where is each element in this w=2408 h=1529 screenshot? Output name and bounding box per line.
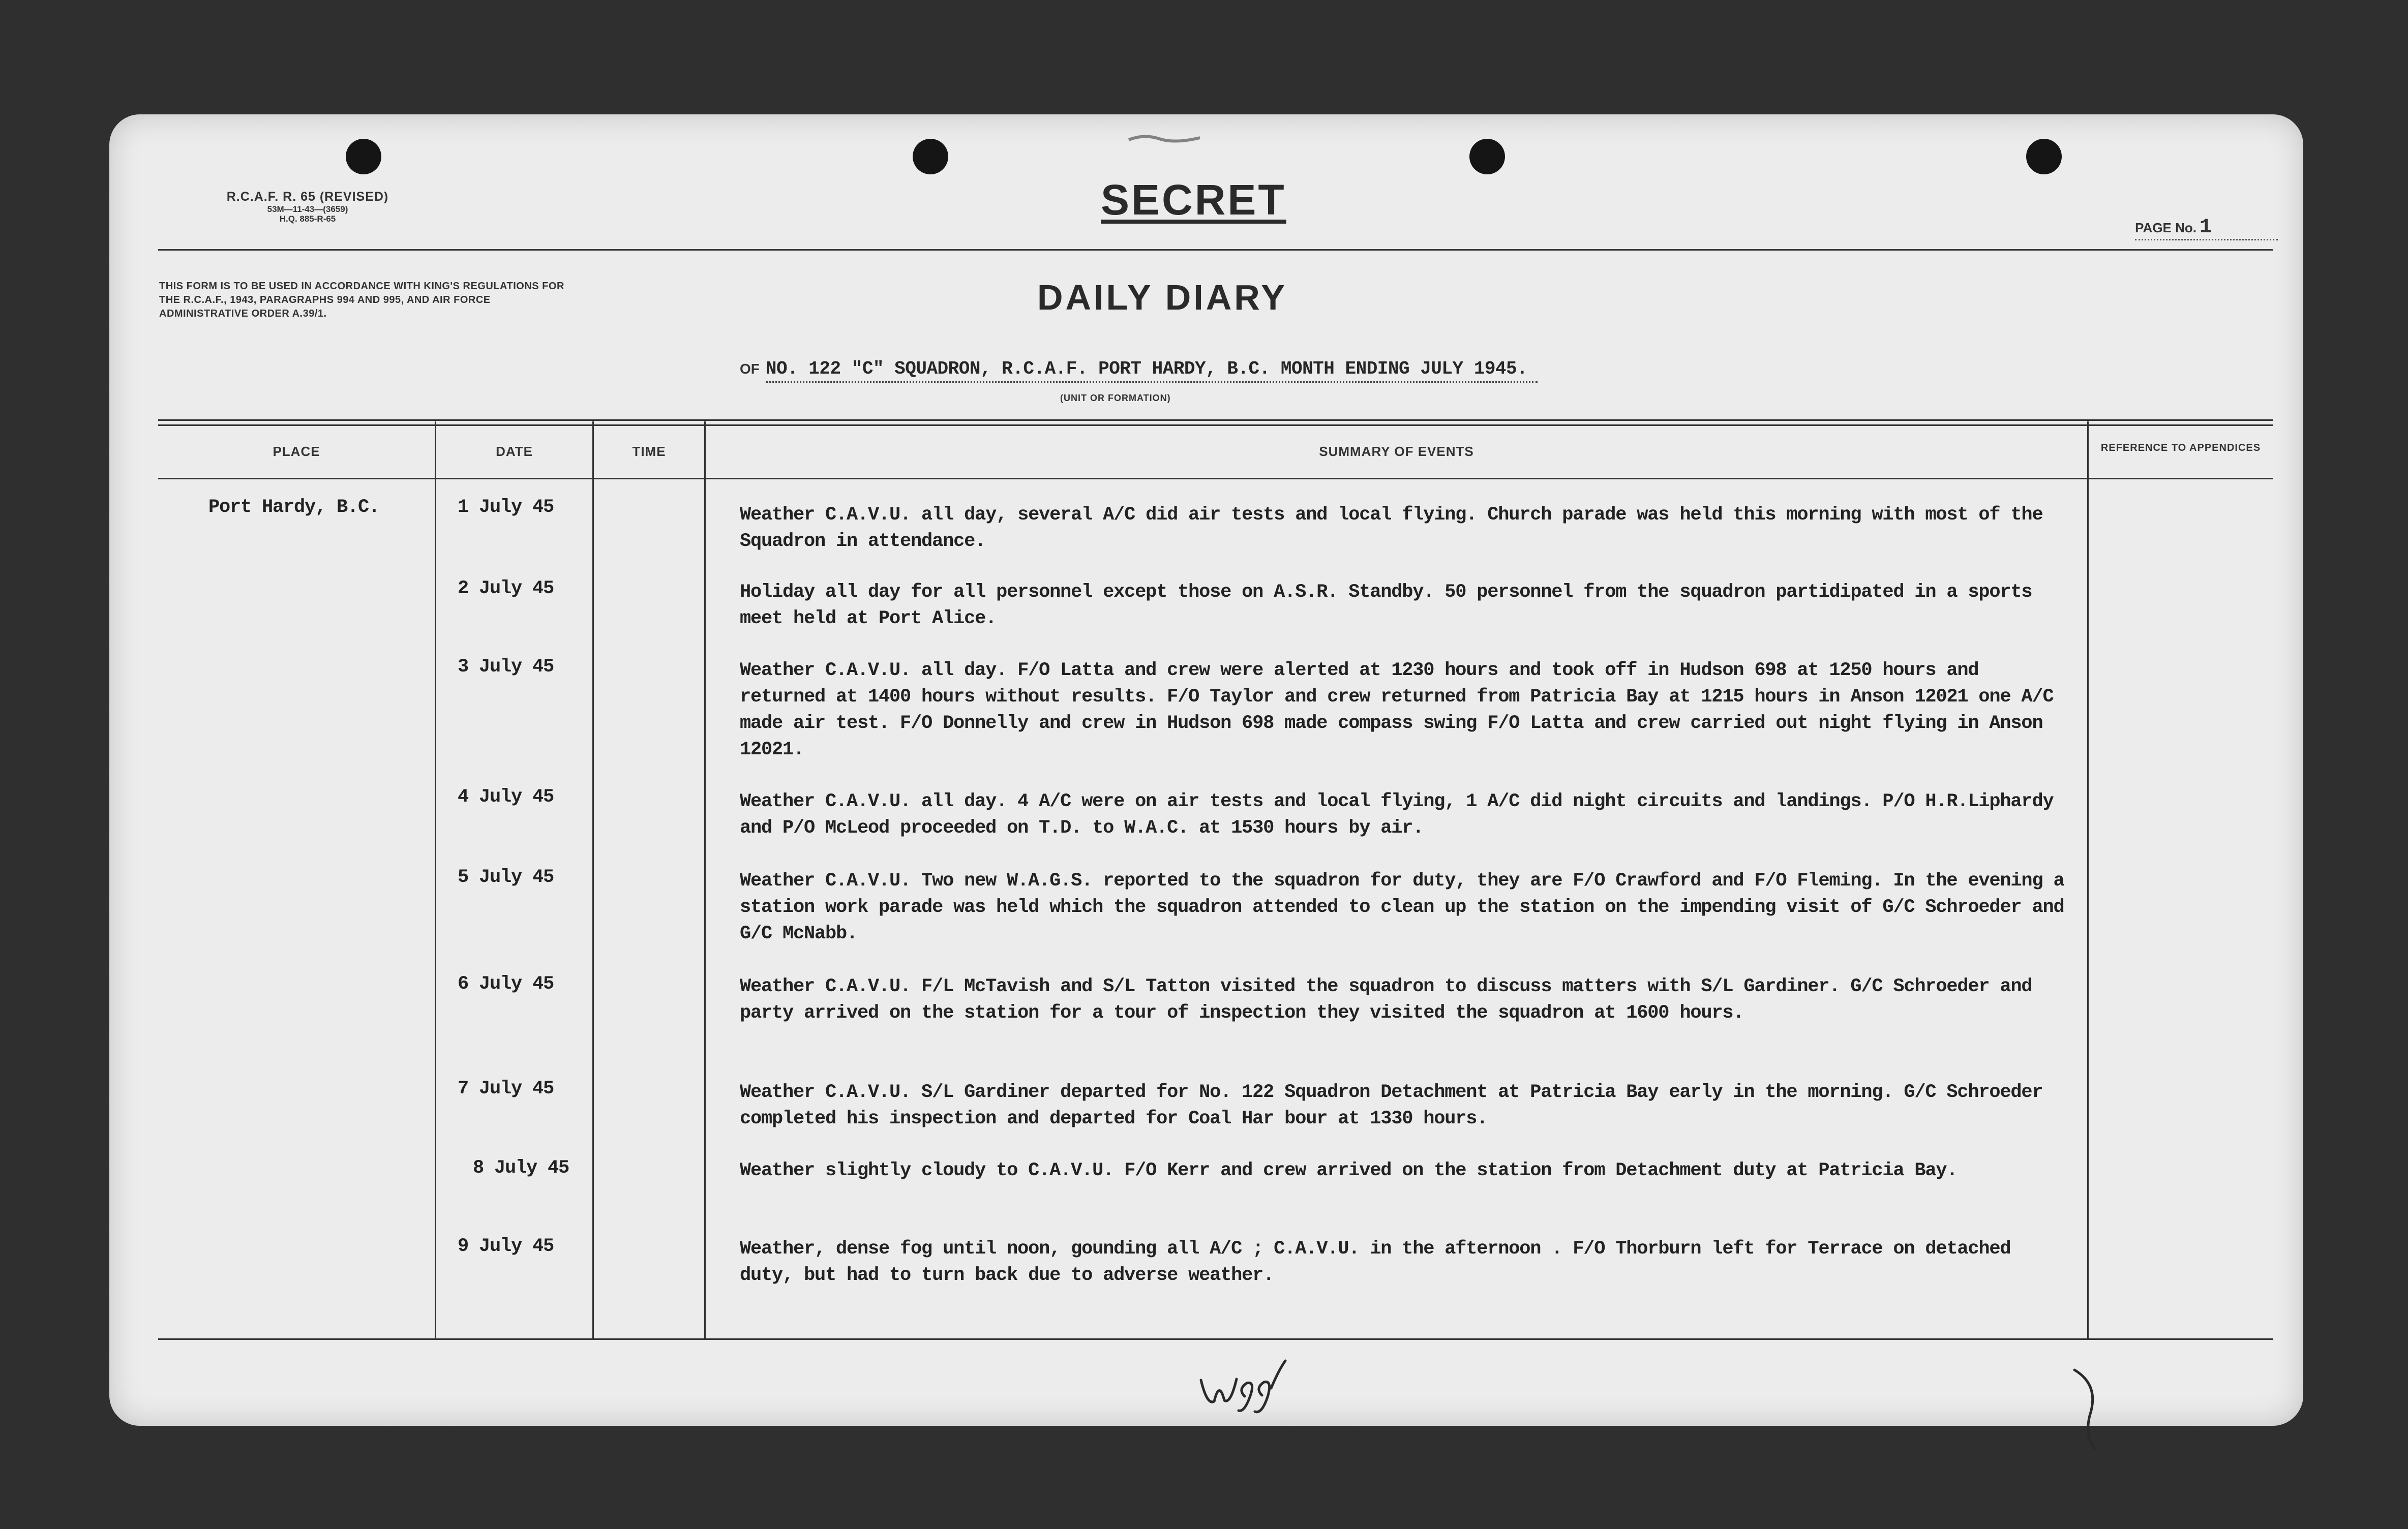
table-bottom-rule bbox=[158, 1338, 2273, 1340]
form-print-code: 53M—11-43—(3659) bbox=[267, 204, 348, 214]
entry-summary: Weather C.A.V.U. all day. F/O Latta and crew were alerted at 1230 hours and took off in Hudson 698 at 1250 hours and returned at 1400 hours without results. F/O Taylor and crew returned from Patricia Bay at 1215 hours in Anson 12021 one A/C made air test. F/O Donnelly and crew in Hudson 698 made compass swing F/O Latta and crew carried out night flying in Anson 12021. bbox=[740, 660, 2054, 760]
unit-formation-value: NO. 122 "C" SQUADRON, R.C.A.F. PORT HARDY, B.C. MONTH ENDING JULY 1945. bbox=[766, 358, 1538, 383]
entry-summary: Weather C.A.V.U. all day, several A/C did air tests and local flying. Church parade was held this morning with most of the Squadron in attendance. bbox=[740, 504, 2043, 552]
column-header-place: PLACE bbox=[273, 444, 320, 459]
punch-hole bbox=[346, 139, 381, 174]
margin-mark bbox=[2064, 1365, 2110, 1451]
column-header-reference: REFERENCE TO APPENDICES bbox=[2100, 442, 2261, 453]
header-divider bbox=[158, 249, 2273, 251]
form-number: R.C.A.F. R. 65 (REVISED) bbox=[226, 190, 389, 204]
punch-hole bbox=[2026, 139, 2062, 174]
entry-summary: Weather C.A.V.U. F/L McTavish and S/L Tatton visited the squadron to discuss matters with S/L Gardiner. G/C Schroeder and party arrived on the station for a tour of inspection they visited the squadron at 1600 hours. bbox=[740, 976, 2032, 1024]
entry-date: 4 July 45 bbox=[458, 786, 554, 808]
entry-summary: Weather C.A.V.U. Two new W.A.G.S. reported to the squadron for duty, they are F/O Crawford and F/O Fleming. In the evening a station work parade was held which the squadron attended to clean up the station on the impending visit of G/C Schroeder and G/C McNabb. bbox=[740, 870, 2064, 944]
entry-summary: Weather slightly cloudy to C.A.V.U. F/O Kerr and crew arrived on the station from Detachment duty at Patricia Bay. bbox=[740, 1160, 1958, 1181]
column-header-summary: SUMMARY OF EVENTS bbox=[1319, 444, 1474, 459]
page-label: PAGE No. bbox=[2135, 220, 2196, 235]
form-hq-code: H.Q. 885-R-65 bbox=[279, 214, 336, 224]
column-divider bbox=[435, 421, 436, 1340]
entry-date: 2 July 45 bbox=[458, 578, 554, 599]
ink-smudge-icon bbox=[1124, 125, 1205, 150]
entry-date: 5 July 45 bbox=[458, 867, 554, 888]
entry-summary: Weather C.A.V.U. all day. 4 A/C were on air tests and local flying, 1 A/C did night circuits and landings. P/O H.R.Liphardy and P/O McLeod proceeded on T.D. to W.A.C. at 1530 hours by air. bbox=[740, 791, 2054, 839]
entry-summary: Holiday all day for all personnel except those on A.S.R. Standby. 50 personnel from the squadron partidipated in a sports meet held at Port Alice. bbox=[740, 582, 2032, 629]
page-title: DAILY DIARY bbox=[1037, 278, 1287, 317]
column-divider bbox=[704, 421, 706, 1340]
of-label: OF bbox=[740, 361, 760, 377]
form-identifier bbox=[165, 190, 450, 224]
table-header-rule bbox=[158, 478, 2273, 479]
page-number-field bbox=[2135, 216, 2278, 240]
page-number: 1 bbox=[2199, 216, 2212, 239]
column-header-time: TIME bbox=[632, 444, 666, 459]
punch-hole bbox=[1469, 139, 1505, 174]
entry-place: Port Hardy, B.C. bbox=[208, 497, 380, 518]
entry-summary: Weather C.A.V.U. S/L Gardiner departed for No. 122 Squadron Detachment at Patricia Bay early in the morning. G/C Schroeder completed his inspection and departed for Coal Har bour at 1330 hours. bbox=[740, 1082, 2043, 1129]
column-divider bbox=[2087, 421, 2089, 1340]
column-header-date: DATE bbox=[496, 444, 533, 459]
diary-sheet bbox=[109, 114, 2303, 1426]
entry-date: 7 July 45 bbox=[458, 1078, 554, 1099]
unit-caption: (UNIT OR FORMATION) bbox=[1060, 393, 1171, 403]
table-top-rule bbox=[158, 419, 2273, 426]
entry-date: 1 July 45 bbox=[458, 497, 554, 518]
column-divider bbox=[592, 421, 594, 1340]
punch-hole bbox=[913, 139, 948, 174]
entry-date: 6 July 45 bbox=[458, 973, 554, 995]
handwritten-initials-signature bbox=[1195, 1350, 1363, 1421]
entry-date: 8 July 45 bbox=[473, 1157, 569, 1179]
classification-heading: SECRET bbox=[1101, 176, 1286, 224]
unit-line bbox=[740, 358, 1538, 383]
entry-summary: Weather, dense fog until noon, gounding all A/C ; C.A.V.U. in the afternoon . F/O Thorburn left for Terrace on detached duty, but had to turn back due to adverse weather. bbox=[740, 1238, 2011, 1286]
entry-date: 3 July 45 bbox=[458, 656, 554, 678]
entry-date: 9 July 45 bbox=[458, 1236, 554, 1257]
regulations-notice: THIS FORM IS TO BE USED IN ACCORDANCE WITH KING'S REGULATIONS FOR THE R.C.A.F., 1943, PARAGRAPHS 994 AND 995, AND AIR FORCE ADMINISTRATIVE ORDER A.39/1. bbox=[159, 281, 564, 319]
